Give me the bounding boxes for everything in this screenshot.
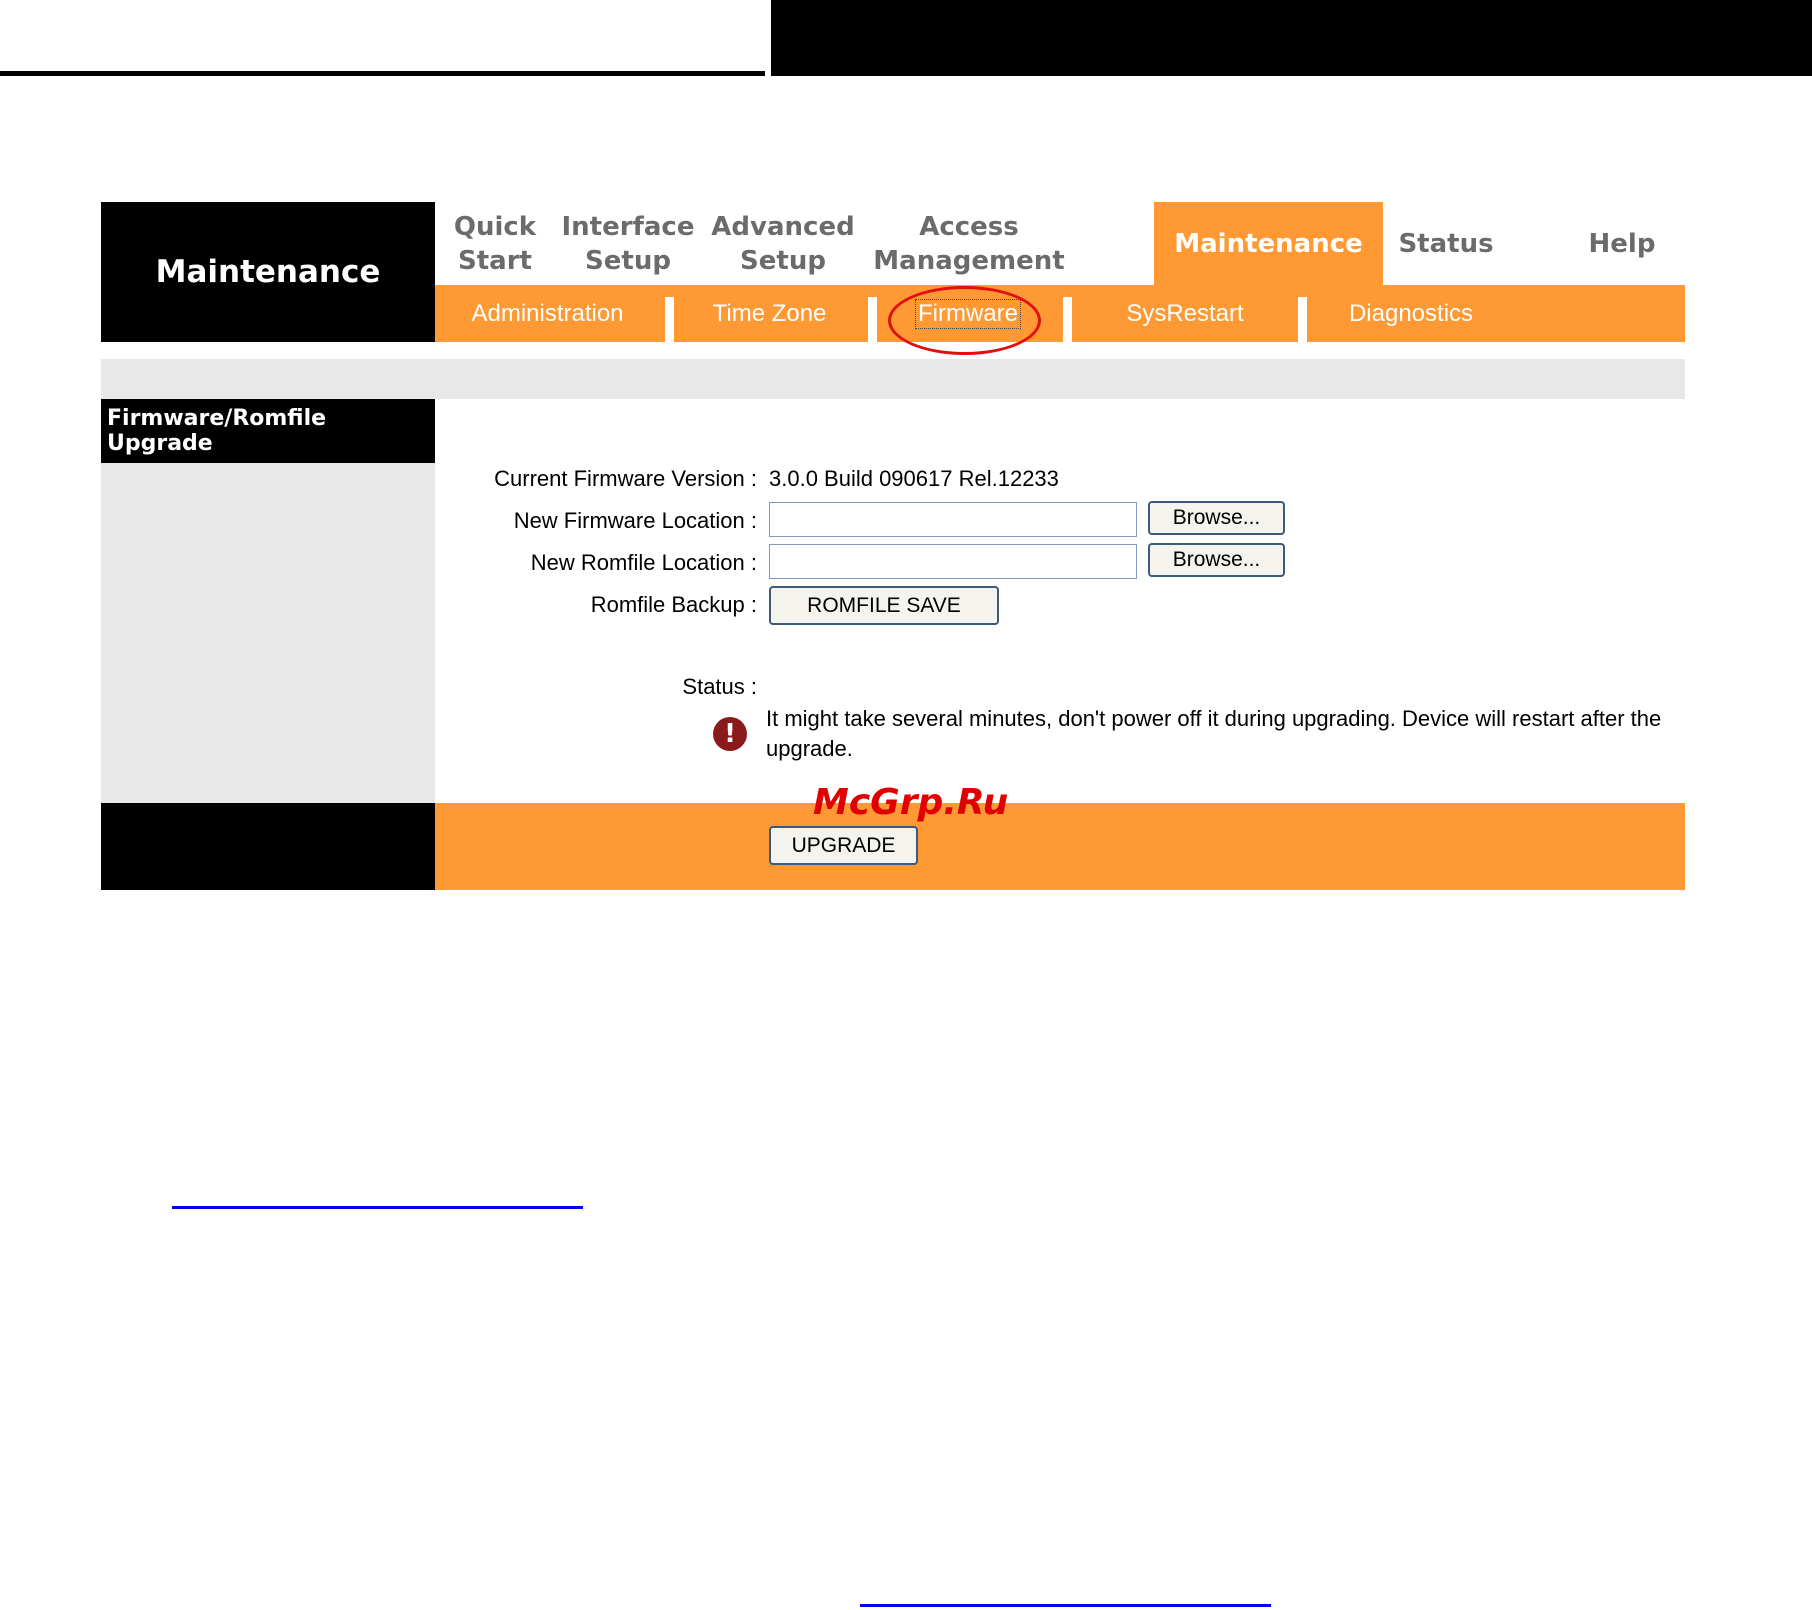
footer-right — [435, 803, 1685, 890]
spacer-bar — [101, 359, 1685, 399]
upgrade-button[interactable]: UPGRADE — [769, 826, 918, 865]
subnav-firmware-label: Firmware — [915, 299, 1021, 329]
subnav-administration[interactable] — [435, 285, 660, 342]
subnav-sysrestart-label: SysRestart — [1126, 299, 1244, 327]
subnav-sysrestart[interactable] — [1072, 285, 1298, 342]
hyperlink-underline[interactable] — [860, 1604, 1271, 1607]
tab-status[interactable]: Status — [1398, 228, 1494, 259]
romfile-backup-label: Romfile Backup : — [590, 592, 757, 617]
watermark-text: McGrp.Ru — [813, 782, 1009, 823]
top-navigation — [435, 202, 1685, 285]
warning-icon: ! — [713, 717, 747, 751]
tab-quick-start[interactable]: Quick Start — [453, 211, 537, 276]
new-firmware-label: New Firmware Location : — [513, 508, 757, 533]
tab-maintenance[interactable]: Maintenance — [1154, 202, 1383, 285]
tab-interface-setup[interactable]: Interface Setup — [561, 211, 695, 276]
subnav-time-zone[interactable] — [674, 285, 865, 342]
hyperlink-underline[interactable] — [172, 1206, 583, 1209]
status-warning-text: It might take several minutes, don't power off it during upgrading. Device will restart after the upgrade. — [766, 706, 1662, 761]
subnav-administration-label: Administration — [471, 299, 624, 327]
subnav-divider — [1298, 297, 1307, 342]
status-label: Status : — [682, 674, 757, 699]
sub-navigation — [435, 285, 1685, 342]
new-romfile-input[interactable] — [769, 544, 1137, 579]
new-romfile-label: New Romfile Location : — [530, 550, 757, 575]
new-firmware-input[interactable] — [769, 502, 1137, 537]
tab-access-management[interactable]: Access Management — [873, 211, 1065, 276]
section-title: Firmware/Romfile Upgrade — [101, 399, 435, 463]
subnav-time-zone-label: Time Zone — [712, 299, 827, 327]
footer-left — [101, 803, 435, 890]
document-header-left — [0, 0, 765, 76]
subnav-diagnostics[interactable] — [1307, 285, 1515, 342]
subnav-divider — [1063, 297, 1072, 342]
router-admin-ui — [101, 202, 1685, 890]
browse-romfile-button[interactable]: Browse... — [1148, 543, 1285, 577]
document-header-right — [771, 0, 1812, 76]
romfile-save-button[interactable]: ROMFILE SAVE — [769, 586, 999, 625]
tab-advanced-setup[interactable]: Advanced Setup — [711, 211, 855, 276]
subnav-divider — [868, 297, 877, 342]
page-brand-title: Maintenance — [101, 202, 435, 342]
current-firmware-label: Current Firmware Version : — [494, 466, 757, 491]
current-firmware-value: 3.0.0 Build 090617 Rel.12233 — [769, 466, 1059, 491]
firmware-highlight-ring — [888, 286, 1041, 355]
subnav-diagnostics-label: Diagnostics — [1348, 299, 1474, 327]
tab-help[interactable]: Help — [1588, 228, 1656, 259]
subnav-divider — [665, 297, 674, 342]
browse-firmware-button[interactable]: Browse... — [1148, 501, 1285, 535]
